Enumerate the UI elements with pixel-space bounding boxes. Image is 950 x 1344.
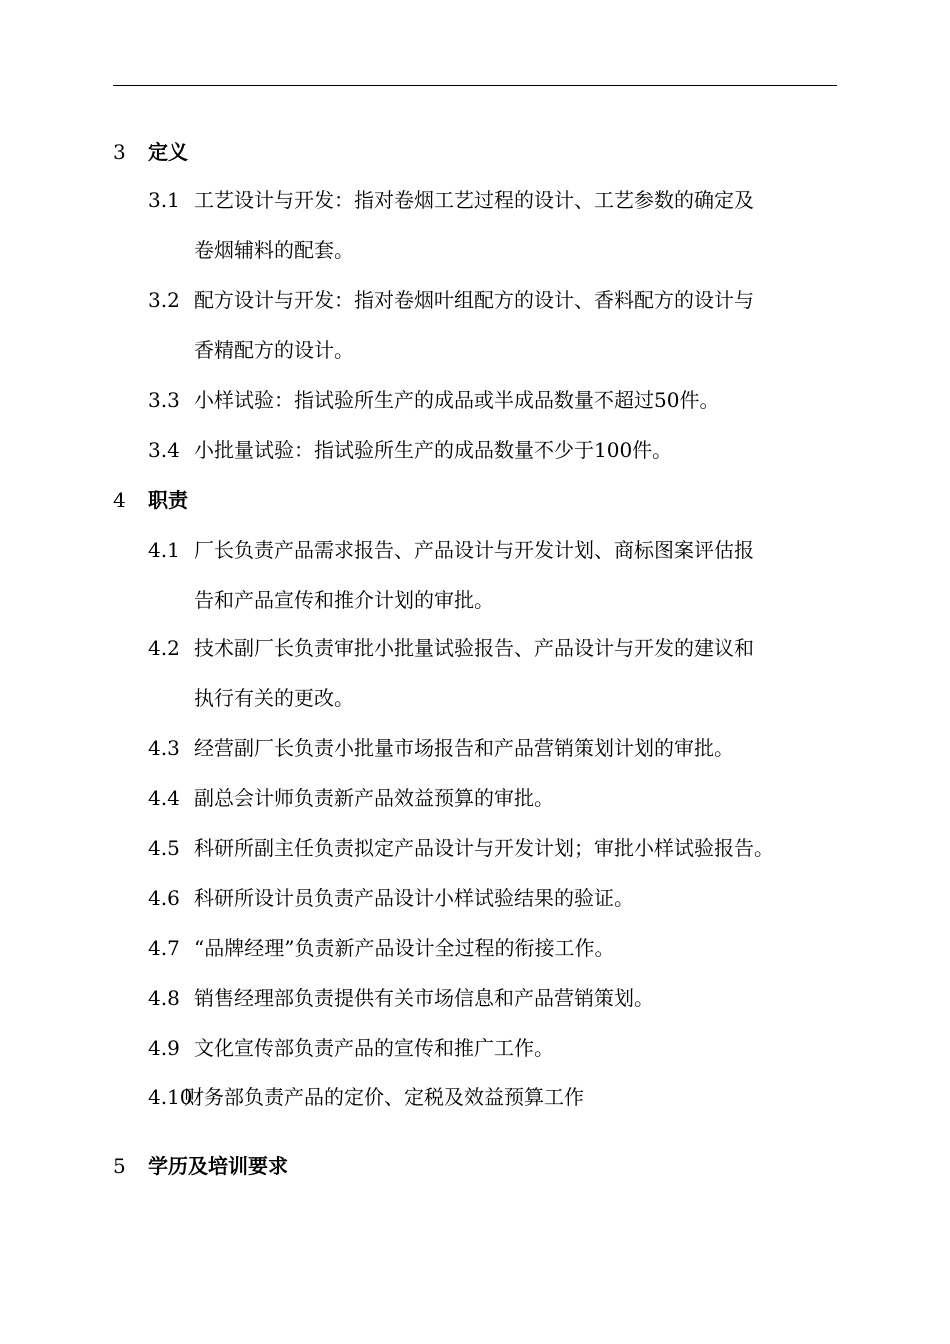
section-heading-5	[113, 1152, 288, 1180]
item-text: 文化宣传部负责产品的宣传和推广工作。	[194, 1036, 554, 1060]
section-title: 学历及培训要求	[148, 1154, 288, 1178]
list-item-4-7	[148, 934, 838, 962]
section-number: 5	[113, 1154, 126, 1178]
item-number: 4.3	[148, 736, 180, 760]
item-text: 技术副厂长负责审批小批量试验报告、产品设计与开发的建议和	[194, 636, 754, 660]
item-number: 3.2	[148, 288, 180, 312]
item-text-continued: 告和产品宣传和推介计划的审批。	[194, 588, 494, 612]
list-item-3-3	[148, 386, 838, 414]
item-number: 3.4	[148, 438, 180, 462]
item-text: 科研所设计员负责产品设计小样试验结果的验证。	[194, 886, 634, 910]
list-item-4-10	[148, 1083, 838, 1111]
item-text-continued: 卷烟辅料的配套。	[194, 238, 354, 262]
list-item-3-4	[148, 436, 838, 464]
item-text: 科研所副主任负责拟定产品设计与开发计划；审批小样试验报告。	[194, 836, 774, 860]
item-number: 4.2	[148, 636, 180, 660]
section-title: 定义	[148, 140, 188, 164]
item-text-continued: 执行有关的更改。	[194, 686, 354, 710]
item-number: 4.5	[148, 836, 180, 860]
item-number: 4.7	[148, 936, 180, 960]
item-number: 3.3	[148, 388, 180, 412]
list-item-3-2	[148, 286, 838, 364]
list-item-3-1	[148, 186, 838, 264]
list-item-4-4	[148, 784, 838, 812]
item-number: 4.4	[148, 786, 180, 810]
item-text: 小样试验：指试验所生产的成品或半成品数量不超过50件。	[194, 388, 720, 412]
item-number: 4.9	[148, 1036, 180, 1060]
list-item-4-9	[148, 1034, 838, 1062]
item-text: 厂长负责产品需求报告、产品设计与开发计划、商标图案评估报	[194, 538, 754, 562]
item-number: 4.8	[148, 986, 180, 1010]
list-item-4-6	[148, 884, 838, 912]
section-heading-4	[113, 486, 188, 514]
item-text: “品牌经理”负责新产品设计全过程的衔接工作。	[194, 936, 615, 960]
list-item-4-2	[148, 634, 838, 712]
item-number: 4.6	[148, 886, 180, 910]
item-text: 销售经理部负责提供有关市场信息和产品营销策划。	[194, 986, 654, 1010]
section-number: 3	[113, 140, 126, 164]
item-text: 经营副厂长负责小批量市场报告和产品营销策划计划的审批。	[194, 736, 734, 760]
header-rule	[113, 85, 837, 86]
item-text: 小批量试验：指试验所生产的成品数量不少于100件。	[194, 438, 673, 462]
item-text: 工艺设计与开发：指对卷烟工艺过程的设计、工艺参数的确定及	[194, 188, 754, 212]
item-text: 配方设计与开发：指对卷烟叶组配方的设计、香料配方的设计与	[194, 288, 754, 312]
item-text-continued: 香精配方的设计。	[194, 338, 354, 362]
list-item-4-1	[148, 536, 838, 614]
item-text: 财务部负责产品的定价、定税及效益预算工作	[184, 1085, 584, 1109]
list-item-4-8	[148, 984, 838, 1012]
item-text: 副总会计师负责新产品效益预算的审批。	[194, 786, 554, 810]
list-item-4-5	[148, 834, 838, 862]
item-number: 4.10	[148, 1085, 193, 1109]
item-number: 3.1	[148, 188, 180, 212]
list-item-4-3	[148, 734, 838, 762]
section-number: 4	[113, 488, 126, 512]
section-heading-3	[113, 138, 188, 166]
item-number: 4.1	[148, 538, 180, 562]
section-title: 职责	[148, 488, 188, 512]
